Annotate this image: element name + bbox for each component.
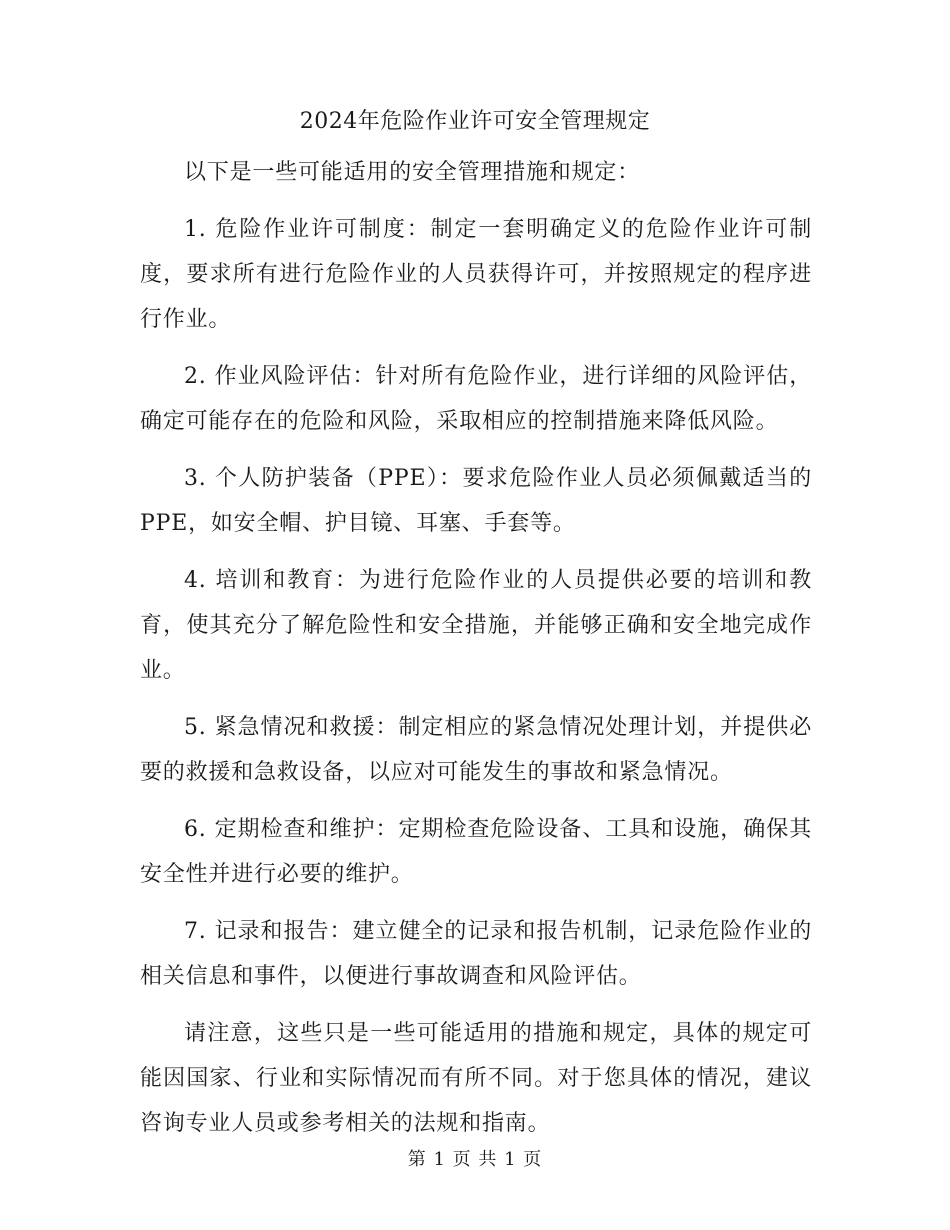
document-body (140, 150, 812, 1158)
paragraph-item-5: 5. 紧急情况和救援：制定相应的紧急情况处理计划，并提供必要的救援和急救设备，以应对可能发生的事故和紧急情况。 (140, 715, 812, 785)
document-title: 2024年危险作业许可安全管理规定 (299, 109, 651, 134)
page-footer: 第 1 页 共 1 页 (407, 1149, 543, 1170)
paragraph-item-4: 4. 培训和教育：为进行危险作业的人员提供必要的培训和教育，使其充分了解危险性和安全措施，并能够正确和安全地完成作业。 (140, 568, 812, 683)
closing-paragraph: 请注意，这些只是一些可能适用的措施和规定，具体的规定可能因国家、行业和实际情况而有所不同。对于您具体的情况，建议咨询专业人员或参考相关的法规和指南。 (140, 1021, 812, 1136)
paragraph-item-3: 3. 个人防护装备（PPE）：要求危险作业人员必须佩戴适当的PPE，如安全帽、护目镜、耳塞、手套等。 (140, 466, 812, 536)
paragraph-item-7: 7. 记录和报告：建立健全的记录和报告机制，记录危险作业的相关信息和事件，以便进行事故调查和风险评估。 (140, 919, 812, 989)
paragraph-item-2: 2. 作业风险评估：针对所有危险作业，进行详细的风险评估，确定可能存在的危险和风险，采取相应的控制措施来降低风险。 (140, 364, 812, 434)
intro-paragraph: 以下是一些可能适用的安全管理措施和规定： (184, 160, 641, 185)
paragraph-item-1: 1. 危险作业许可制度：制定一套明确定义的危险作业许可制度，要求所有进行危险作业的人员获得许可，并按照规定的程序进行作业。 (140, 217, 812, 332)
paragraph-item-6: 6. 定期检查和维护：定期检查危险设备、工具和设施，确保其安全性并进行必要的维护。 (140, 817, 812, 887)
